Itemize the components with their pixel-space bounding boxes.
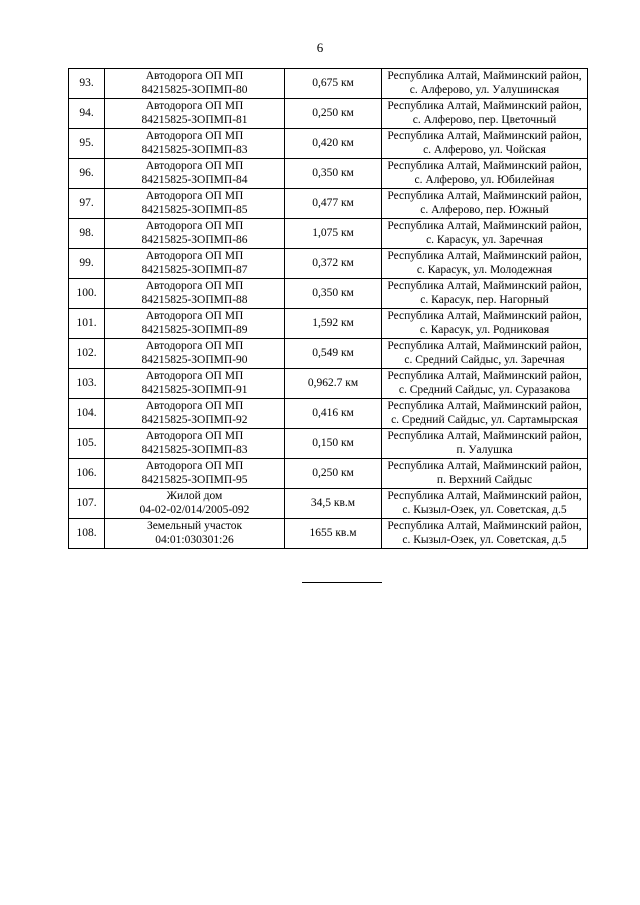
row-number-cell: 93. — [69, 69, 105, 99]
object-id: 84215825-ЗОПМП-81 — [141, 113, 248, 126]
object-id: 84215825-ЗОПМП-88 — [141, 293, 248, 306]
object-name-cell — [105, 189, 285, 219]
object-size-cell: 0,675 км — [285, 69, 382, 99]
property-registry-table — [68, 68, 588, 549]
address-region: Республика Алтай, Майминский район, — [387, 100, 582, 112]
address-locality: с. Карасук, пер. Нагорный — [420, 293, 549, 306]
object-name-cell — [105, 159, 285, 189]
object-size-cell: 0,150 км — [285, 429, 382, 459]
address-region: Республика Алтай, Майминский район, — [387, 250, 582, 262]
address-locality: с. Кызыл-Озек, ул. Советская, д.5 — [402, 533, 567, 546]
object-name-cell — [105, 459, 285, 489]
address-region: Республика Алтай, Майминский район, — [387, 460, 582, 472]
table-row — [69, 189, 588, 219]
object-name: Земельный участок — [146, 520, 243, 532]
object-id: 84215825-ЗОПМП-84 — [141, 173, 248, 186]
address-locality: с. Средний Сайдыс, ул. Суразакова — [398, 383, 571, 396]
address-region: Республика Алтай, Майминский район, — [387, 520, 582, 532]
table-row — [69, 99, 588, 129]
object-name-cell — [105, 129, 285, 159]
address-locality: с. Карасук, ул. Родниковая — [419, 323, 550, 336]
object-name: Автодорога ОП МП — [145, 130, 244, 142]
object-address-cell — [382, 369, 588, 399]
table-row — [69, 399, 588, 429]
table-row — [69, 219, 588, 249]
object-address-cell — [382, 249, 588, 279]
address-region: Республика Алтай, Майминский район, — [387, 400, 582, 412]
object-address-cell — [382, 339, 588, 369]
table-row — [69, 339, 588, 369]
object-name-cell — [105, 249, 285, 279]
row-number-cell: 94. — [69, 99, 105, 129]
table-row — [69, 369, 588, 399]
address-region: Республика Алтай, Майминский район, — [387, 310, 582, 322]
object-name: Автодорога ОП МП — [145, 250, 244, 262]
object-address-cell — [382, 129, 588, 159]
object-name-cell — [105, 489, 285, 519]
object-name: Автодорога ОП МП — [145, 100, 244, 112]
address-locality: с. Средний Сайдыс, ул. Сартамырская — [391, 413, 578, 426]
row-number-cell: 106. — [69, 459, 105, 489]
object-id: 84215825-ЗОПМП-89 — [141, 323, 248, 336]
object-id: 84215825-ЗОПМП-86 — [141, 233, 248, 246]
object-id: 84215825-ЗОПМП-85 — [141, 203, 248, 216]
row-number-cell: 98. — [69, 219, 105, 249]
object-name: Автодорога ОП МП — [145, 400, 244, 412]
address-region: Республика Алтай, Майминский район, — [387, 490, 582, 502]
table-row — [69, 69, 588, 99]
address-locality: с. Алферово, ул. Чойская — [423, 143, 546, 156]
object-address-cell — [382, 489, 588, 519]
table-row — [69, 159, 588, 189]
object-name-cell — [105, 99, 285, 129]
object-name: Автодорога ОП МП — [145, 160, 244, 172]
object-size-cell: 0,350 км — [285, 279, 382, 309]
object-address-cell — [382, 309, 588, 339]
object-size-cell: 34,5 кв.м — [285, 489, 382, 519]
object-id: 04:01:030301:26 — [155, 533, 234, 546]
row-number-cell: 107. — [69, 489, 105, 519]
object-size-cell: 0,250 км — [285, 459, 382, 489]
object-name: Автодорога ОП МП — [145, 310, 244, 322]
object-name: Автодорога ОП МП — [145, 340, 244, 352]
object-name: Автодорога ОП МП — [145, 190, 244, 202]
address-locality: с. Кызыл-Озек, ул. Советская, д.5 — [402, 503, 567, 516]
object-id: 84215825-ЗОПМП-80 — [141, 83, 248, 96]
address-locality: п. Верхний Сайдыс — [436, 473, 533, 486]
object-name-cell — [105, 369, 285, 399]
object-address-cell — [382, 459, 588, 489]
row-number-cell: 108. — [69, 519, 105, 549]
object-address-cell — [382, 99, 588, 129]
row-number-cell: 101. — [69, 309, 105, 339]
object-id: 84215825-ЗОПМП-83 — [141, 443, 248, 456]
object-name: Автодорога ОП МП — [145, 460, 244, 472]
object-id: 04-02-02/014/2005-092 — [139, 503, 250, 516]
object-address-cell — [382, 399, 588, 429]
address-region: Республика Алтай, Майминский район, — [387, 430, 582, 442]
object-address-cell — [382, 69, 588, 99]
object-size-cell: 0,420 км — [285, 129, 382, 159]
object-id: 84215825-ЗОПМП-87 — [141, 263, 248, 276]
object-size-cell: 0,350 км — [285, 159, 382, 189]
address-region: Республика Алтай, Майминский район, — [387, 370, 582, 382]
address-locality: с. Алферово, пер. Цветочный — [412, 113, 557, 126]
object-size-cell: 1,592 км — [285, 309, 382, 339]
object-name: Жилой дом — [166, 490, 223, 502]
address-region: Республика Алтай, Майминский район, — [387, 130, 582, 142]
table-row — [69, 519, 588, 549]
object-size-cell: 0,477 км — [285, 189, 382, 219]
page-number: 6 — [316, 40, 324, 55]
object-name-cell — [105, 519, 285, 549]
row-number-cell: 102. — [69, 339, 105, 369]
row-number-cell: 100. — [69, 279, 105, 309]
object-address-cell — [382, 429, 588, 459]
row-number-cell: 105. — [69, 429, 105, 459]
address-locality: п. Уалушка — [456, 443, 513, 456]
address-region: Республика Алтай, Майминский район, — [387, 280, 582, 292]
row-number-cell: 97. — [69, 189, 105, 219]
address-locality: с. Алферово, ул. Юбилейная — [414, 173, 555, 186]
table-row — [69, 489, 588, 519]
address-locality: с. Алферово, пер. Южный — [420, 203, 549, 216]
table-row — [69, 129, 588, 159]
row-number-cell: 96. — [69, 159, 105, 189]
object-address-cell — [382, 189, 588, 219]
row-number-cell: 99. — [69, 249, 105, 279]
address-region: Республика Алтай, Майминский район, — [387, 160, 582, 172]
object-address-cell — [382, 219, 588, 249]
object-id: 84215825-ЗОПМП-91 — [141, 383, 248, 396]
row-number-cell: 103. — [69, 369, 105, 399]
object-name: Автодорога ОП МП — [145, 220, 244, 232]
object-size-cell: 1655 кв.м — [285, 519, 382, 549]
object-size-cell: 0,416 км — [285, 399, 382, 429]
object-id: 84215825-ЗОПМП-83 — [141, 143, 248, 156]
address-locality: с. Карасук, ул. Заречная — [426, 233, 543, 246]
object-name-cell — [105, 429, 285, 459]
row-number-cell: 95. — [69, 129, 105, 159]
object-size-cell: 0,372 км — [285, 249, 382, 279]
object-name-cell — [105, 309, 285, 339]
object-size-cell: 1,075 км — [285, 219, 382, 249]
row-number-cell: 104. — [69, 399, 105, 429]
object-name-cell — [105, 279, 285, 309]
object-name: Автодорога ОП МП — [145, 70, 244, 82]
object-name: Автодорога ОП МП — [145, 280, 244, 292]
object-id: 84215825-ЗОПМП-95 — [141, 473, 248, 486]
address-locality: с. Алферово, ул. Уалушинская — [409, 83, 560, 96]
table-row — [69, 309, 588, 339]
address-locality: с. Карасук, ул. Молодежная — [416, 263, 553, 276]
address-region: Республика Алтай, Майминский район, — [387, 220, 582, 232]
object-address-cell — [382, 159, 588, 189]
object-address-cell — [382, 519, 588, 549]
object-size-cell: 0,250 км — [285, 99, 382, 129]
object-name: Автодорога ОП МП — [145, 430, 244, 442]
object-name-cell — [105, 69, 285, 99]
table-row — [69, 429, 588, 459]
object-address-cell — [382, 279, 588, 309]
address-region: Республика Алтай, Майминский район, — [387, 340, 582, 352]
object-size-cell: 0,962.7 км — [285, 369, 382, 399]
object-name-cell — [105, 219, 285, 249]
table-body — [69, 69, 588, 549]
address-region: Республика Алтай, Майминский район, — [387, 70, 582, 82]
object-size-cell: 0,549 км — [285, 339, 382, 369]
table-row — [69, 279, 588, 309]
table-row — [69, 459, 588, 489]
object-id: 84215825-ЗОПМП-90 — [141, 353, 248, 366]
object-name-cell — [105, 399, 285, 429]
end-of-document-rule — [302, 582, 382, 583]
table-row — [69, 249, 588, 279]
object-id: 84215825-ЗОПМП-92 — [141, 413, 248, 426]
address-region: Республика Алтай, Майминский район, — [387, 190, 582, 202]
object-name: Автодорога ОП МП — [145, 370, 244, 382]
address-locality: с. Средний Сайдыс, ул. Заречная — [404, 353, 565, 366]
object-name-cell — [105, 339, 285, 369]
